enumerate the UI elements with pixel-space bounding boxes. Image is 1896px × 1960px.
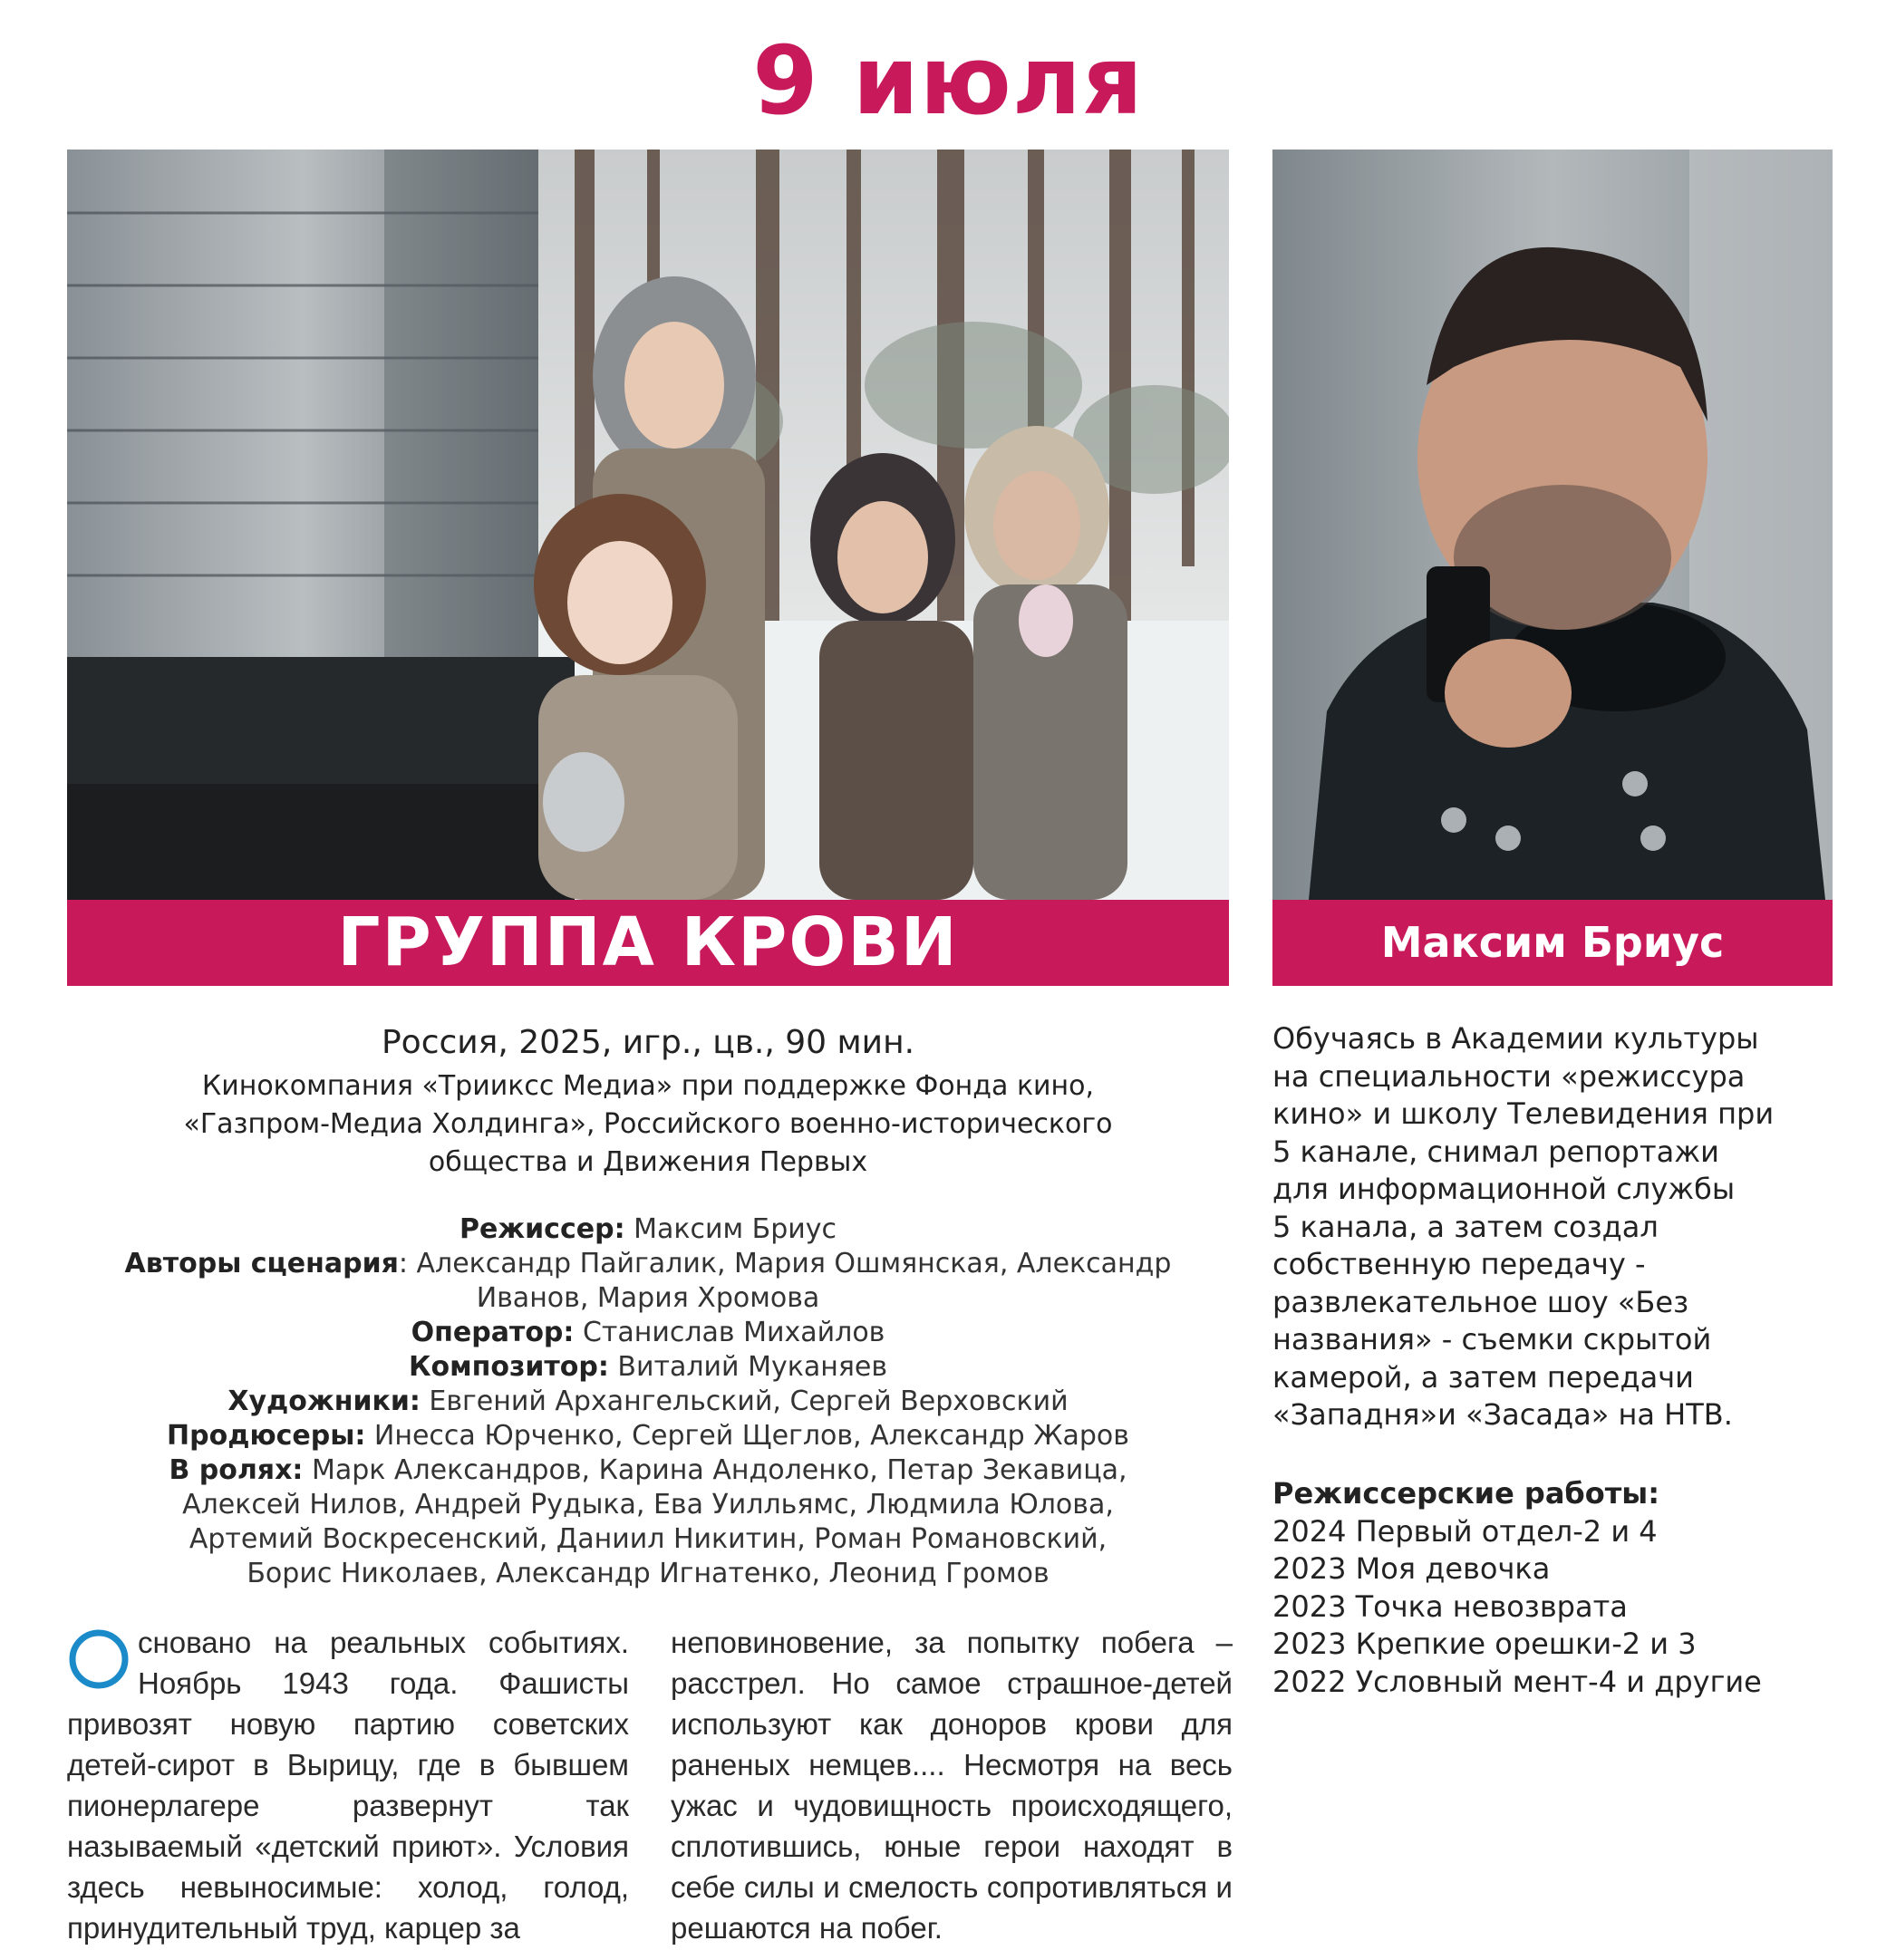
film-title-banner: ГРУППА КРОВИ: [67, 900, 1229, 986]
bio-line: развлекательное шоу «Без: [1272, 1284, 1689, 1319]
film-meta: [67, 1022, 1229, 1182]
company-line: Кинокомпания «Трииксс Медиа» при поддержке Фонда кино,: [201, 1070, 1095, 1102]
credit-cast: [67, 1453, 1229, 1488]
synopsis-column-right: [671, 1622, 1233, 1948]
credit-artists: [67, 1385, 1229, 1419]
credit-value: Евгений Архангельский, Сергей Верховский: [420, 1386, 1069, 1417]
credit-cast-cont: Алексей Нилов, Андрей Рудыка, Ева Уилльямс, Людмила Юлова,: [182, 1489, 1114, 1521]
credit-writers-cont: Иванов, Мария Хромова: [476, 1282, 820, 1314]
credit-label: Оператор:: [411, 1317, 575, 1348]
bio-line: для информационной службы: [1272, 1172, 1736, 1206]
credit-label: Продюсеры:: [167, 1420, 366, 1452]
works-item: 2023 Моя девочка: [1272, 1551, 1551, 1586]
credit-value: Станислав Михайлов: [574, 1317, 885, 1348]
credit-label: Художники:: [227, 1386, 421, 1417]
film-country-line: Россия, 2025, игр., цв., 90 мин.: [381, 1024, 915, 1061]
film-still-image: [67, 150, 1229, 900]
synopsis-column-left: [67, 1622, 629, 1948]
film-company: [67, 1067, 1229, 1182]
credit-value: Виталий Муканяев: [608, 1351, 888, 1383]
bio-line: кино» и школу Телевидения при: [1272, 1096, 1775, 1131]
dropcap-letter-icon: [67, 1627, 131, 1691]
bio-line: камерой, а затем передачи: [1272, 1359, 1694, 1395]
bio-line: Обучаясь в Академии культуры: [1272, 1021, 1759, 1056]
credit-label: Режиссер:: [459, 1213, 625, 1245]
bio-line: собственную передачу -: [1272, 1247, 1646, 1281]
company-line: «Газпром-Медиа Холдинга», Российского военно-исторического: [183, 1108, 1113, 1140]
works-heading: Режиссерские работы:: [1272, 1476, 1660, 1511]
credit-label: В ролях:: [169, 1454, 304, 1486]
credit-director: [67, 1212, 1229, 1247]
credit-cast-cont: Артемий Воскресенский, Даниил Никитин, Роман Романовский,: [189, 1523, 1108, 1555]
bio-line: «Западня»и «Засада» на НТВ.: [1272, 1397, 1733, 1432]
director-portrait-image: [1272, 150, 1833, 900]
credit-producers: [67, 1419, 1229, 1453]
credit-writers: [67, 1247, 1229, 1281]
bio-line: названия» - съемки скрытой: [1272, 1322, 1712, 1357]
works-item: 2023 Точка невозврата: [1272, 1588, 1628, 1624]
bio-line: 5 канале, снимал репортажи: [1272, 1134, 1719, 1169]
synopsis-text-right: неповиновение, за попытку побега – расстрел. Но самое страшное-детей используют как доноров крови для раненых немцев.... Несмотря на весь ужас и чудовищность происходящего, сплотившись, юные герои находят в себе силы и смелость сопротивляться и решаются на побег.: [671, 1626, 1233, 1945]
credit-operator: [67, 1316, 1229, 1350]
credit-composer: [67, 1350, 1229, 1385]
works-item: 2024 Первый отдел-2 и 4: [1272, 1513, 1658, 1549]
credit-label: Авторы сценария: [124, 1248, 399, 1279]
credit-value: Марк Александров, Карина Андоленко, Петар Зекавица,: [303, 1454, 1127, 1486]
credit-value: : Александр Пайгалик, Мария Ошмянская, Александр: [398, 1248, 1172, 1279]
credit-label: Композитор:: [408, 1351, 609, 1383]
credit-value: Максим Бриус: [624, 1213, 837, 1245]
company-line: общества и Движения Первых: [428, 1146, 868, 1178]
credit-value: Инесса Юрченко, Сергей Щеглов, Александр Жаров: [365, 1420, 1129, 1452]
film-credits: [67, 1212, 1229, 1591]
credit-cast-cont: Борис Николаев, Александр Игнатенко, Леонид Громов: [247, 1558, 1050, 1589]
director-name-banner: Максим Бриус: [1272, 900, 1833, 986]
bio-line: на специальности «режиссура: [1272, 1058, 1746, 1094]
bio-line: 5 канала, а затем создал: [1272, 1209, 1659, 1244]
works-item: 2022 Условный мент-4 и другие: [1272, 1664, 1762, 1699]
director-works: [1272, 1475, 1852, 1701]
synopsis-text-left: сновано на реальных событиях. Ноябрь 1943 года. Фашисты привозят новую партию советских детей-сирот в Вырицу, где в бывшем пионерлагере развернут так называемый «детский приют». Условия здесь невыносимые: холод, голод, принудительный труд, карцер за: [67, 1626, 629, 1945]
director-bio: [1272, 1020, 1852, 1434]
page-date: 9 июля: [752, 25, 1144, 136]
works-item: 2023 Крепкие орешки-2 и 3: [1272, 1627, 1697, 1661]
